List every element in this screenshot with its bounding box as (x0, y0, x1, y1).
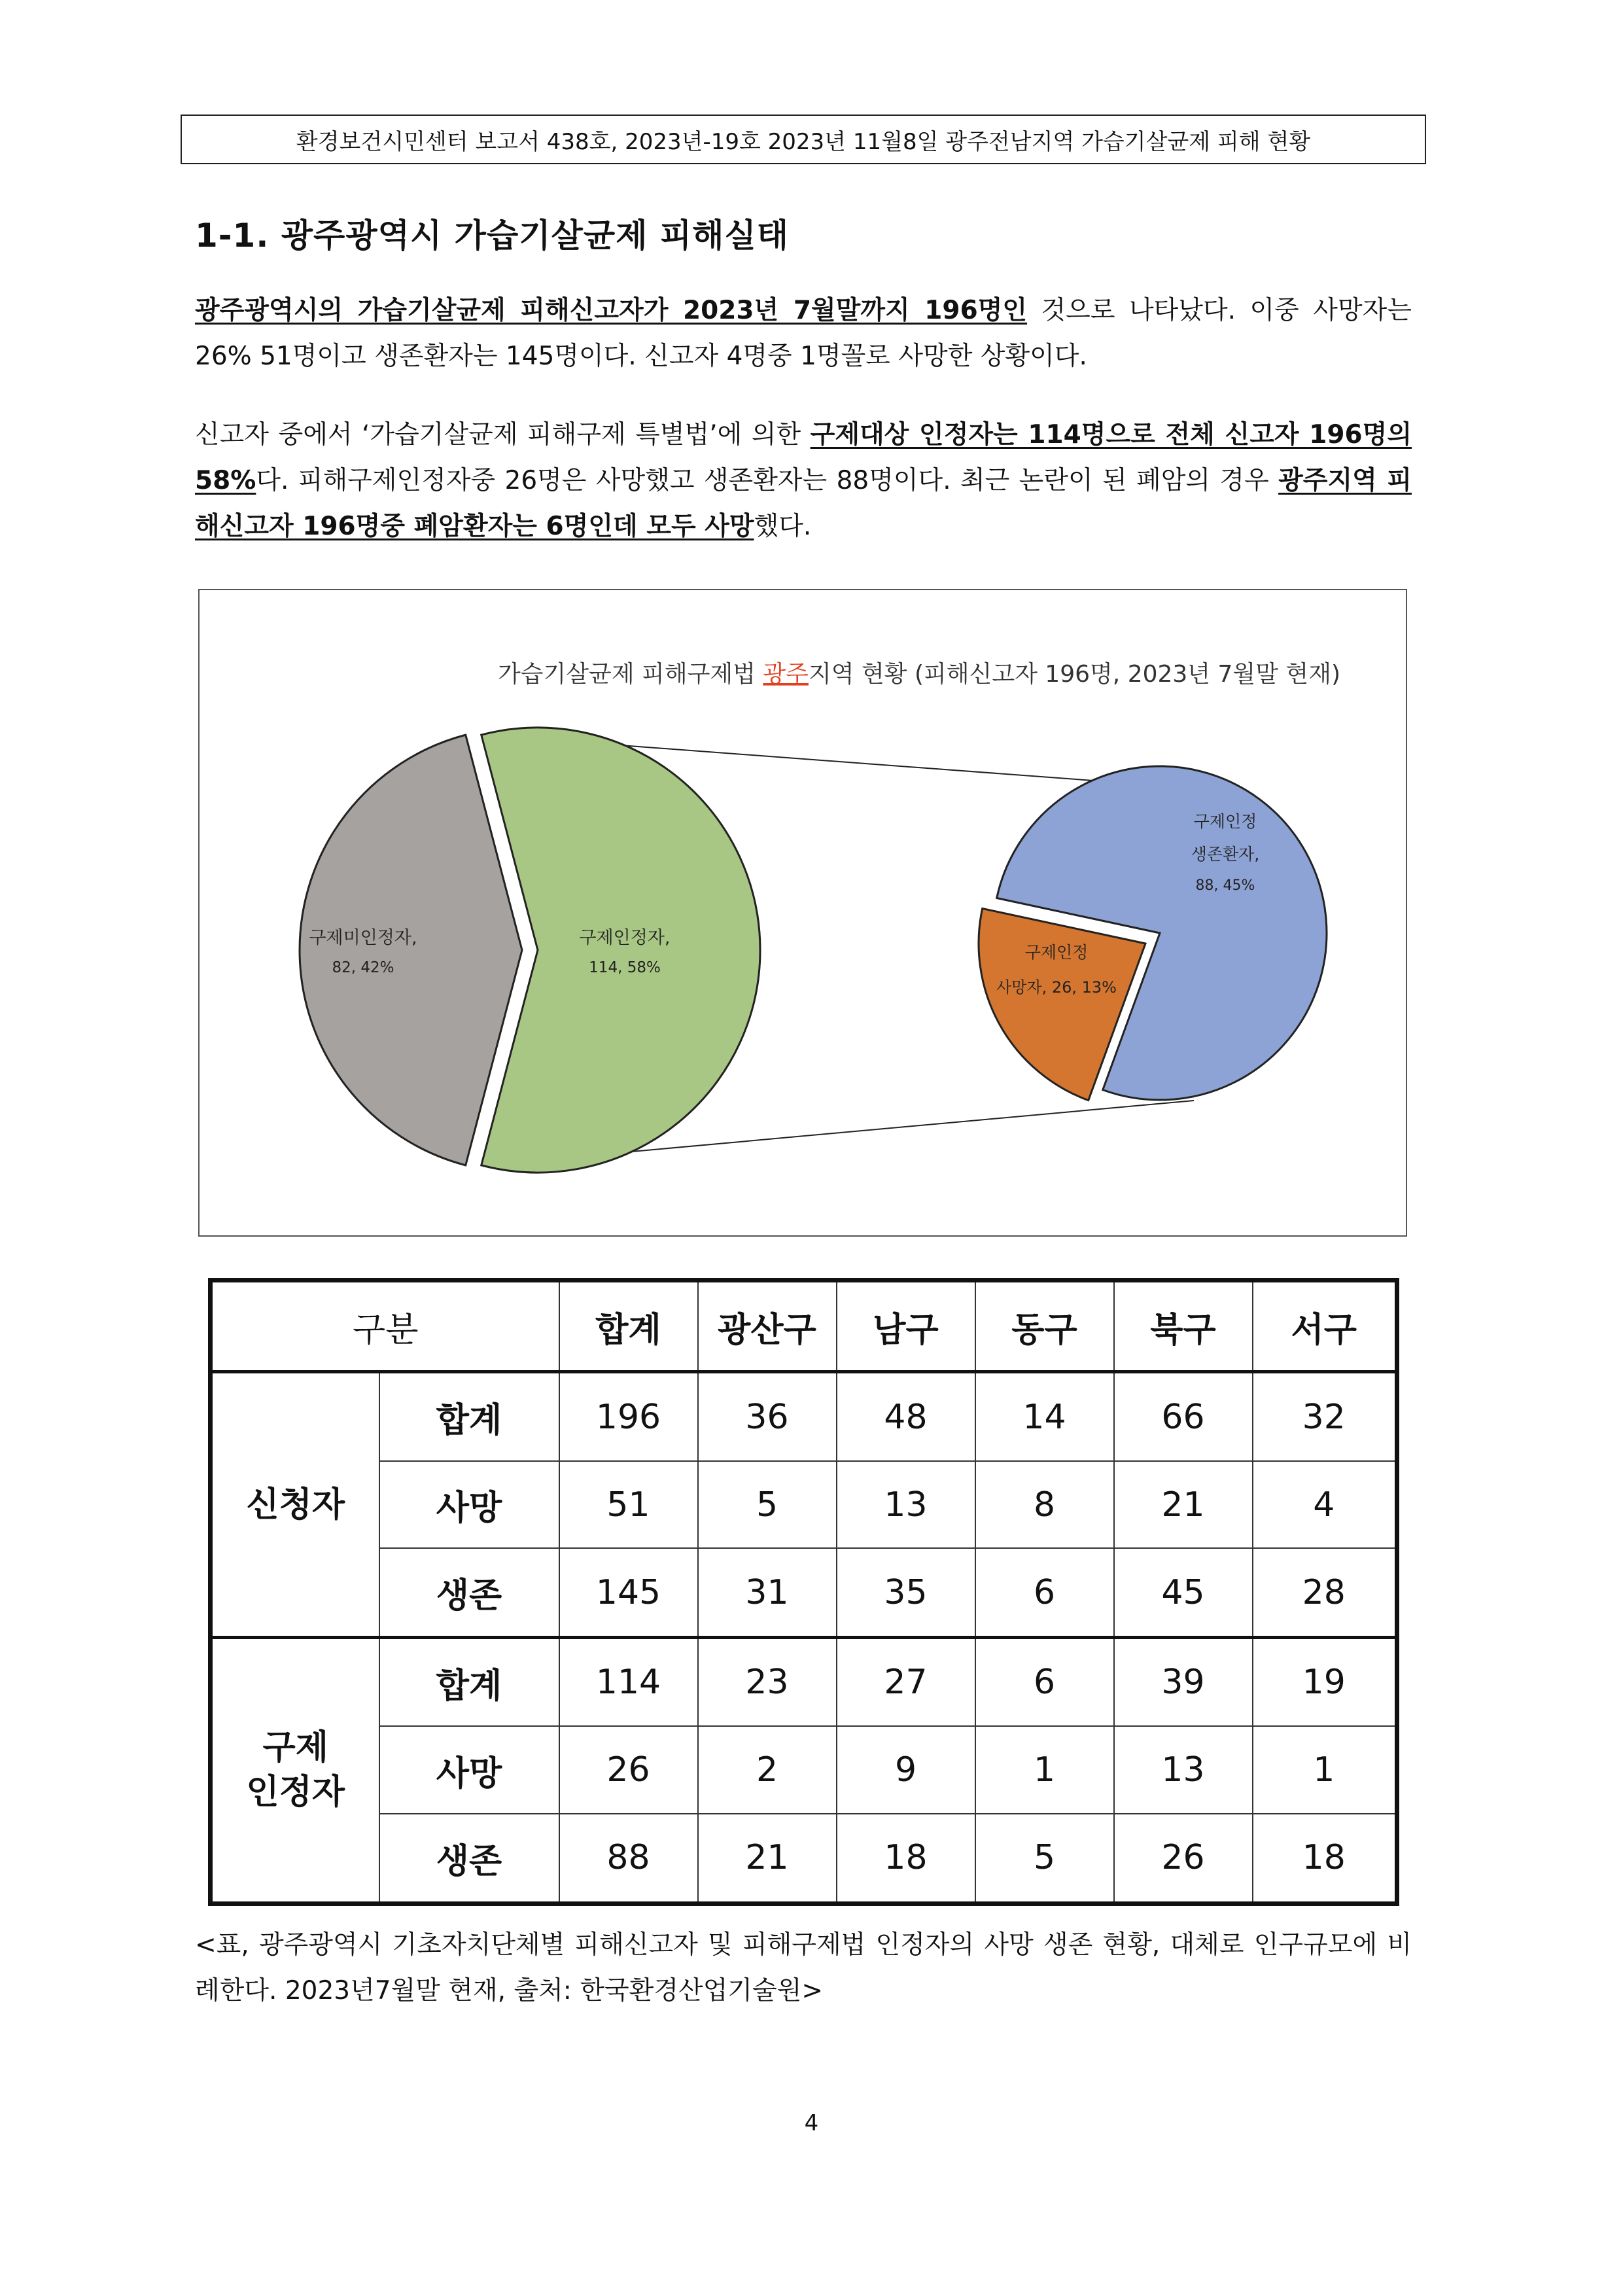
table-cell: 5 (975, 1814, 1114, 1904)
label-survivor-line3: 88, 45% (1195, 877, 1255, 894)
district-table (208, 1278, 1399, 1906)
table-cell: 88 (559, 1814, 698, 1904)
paragraph-2-text-a: 신고자 중에서 ‘가습기살균제 피해구제 특별법’에 의한 (195, 420, 811, 450)
pie-slice-unrecognized (300, 735, 522, 1165)
table-cell: 14 (975, 1372, 1114, 1461)
label-survivor-line1: 구제인정 (1193, 812, 1257, 831)
row-label: 합계 (379, 1372, 559, 1461)
chart-title-highlight: 광주 (763, 661, 809, 688)
label-unrecognized-line1: 구제미인정자, (309, 928, 417, 948)
table-caption: <표, 광주광역시 기초자치단체별 피해신고자 및 피해구제법 인정자의 사망 생존 현황, 대체로 인구규모에 비례한다. 2023년7월말 현재, 출처: 한국환경산업기술원> (195, 1930, 1412, 2005)
label-recognized-line2: 114, 58% (589, 959, 661, 976)
table-cell: 39 (1114, 1637, 1253, 1726)
table-header-row (211, 1280, 1397, 1372)
table-row (211, 1461, 1397, 1548)
table-corner: 구분 (211, 1280, 559, 1372)
section-heading: 1-1. 광주광역시 가습기살균제 피해실태 (195, 217, 790, 255)
report-header (181, 115, 1426, 164)
pie-slice-recognized (481, 728, 760, 1173)
label-recognized-line1: 구제인정자, (579, 928, 671, 948)
table-cell: 27 (837, 1637, 975, 1726)
chart-title-post: 지역 현황 (피해신고자 196명, 2023년 7월말 현재) (808, 661, 1341, 688)
table-cell: 21 (1114, 1461, 1253, 1548)
table-cell: 114 (559, 1637, 698, 1726)
table-cell: 26 (1114, 1814, 1253, 1904)
table-cell: 6 (975, 1548, 1114, 1637)
table-cell: 6 (975, 1637, 1114, 1726)
table-cell: 1 (1253, 1726, 1397, 1813)
table-row (211, 1637, 1397, 1726)
label-unrecognized-line2: 82, 42% (332, 959, 394, 976)
table-cell: 36 (698, 1372, 837, 1461)
table-cell: 48 (837, 1372, 975, 1461)
label-deceased-line1: 구제인정 (1024, 943, 1089, 962)
paragraph-2-emphasis-b: 광주지역 피해신고자 196명중 폐암환자는 6명인데 모두 사망 (195, 466, 1412, 541)
table-cell: 18 (837, 1814, 975, 1904)
table-cell: 145 (559, 1548, 698, 1637)
table-cell: 35 (837, 1548, 975, 1637)
table-cell: 13 (1114, 1726, 1253, 1813)
group-applicants-label: 신청자 (246, 1485, 345, 1525)
row-label: 사망 (379, 1726, 559, 1813)
table-cell: 23 (698, 1637, 837, 1726)
table-cell: 4 (1253, 1461, 1397, 1548)
paragraph-2-text-b: 다. 피해구제인정자중 26명은 사망했고 생존환자는 88명이다. 최근 논란이 된 폐암의 경우 (256, 466, 1279, 495)
table-cell: 18 (1253, 1814, 1397, 1904)
row-label: 생존 (379, 1548, 559, 1637)
table-cell: 9 (837, 1726, 975, 1813)
paragraph-2-text-c: 했다. (754, 512, 812, 541)
paragraph-1 (195, 288, 1412, 380)
page-number: 4 (804, 2110, 819, 2136)
report-header-text: 환경보건시민센터 보고서 438호, 2023년-19호 2023년 11월8일 광주전남지역 가습기살균제 피해 현황 (296, 128, 1311, 155)
paragraph-1-emphasis: 광주광역시의 가습기살균제 피해신고자가 2023년 7월말까지 196명인 (195, 296, 1028, 325)
paragraph-2-emphasis-a: 구제대상 인정자는 114명으로 전체 신고자 196명의 58% (195, 420, 1412, 495)
table-cell: 196 (559, 1372, 698, 1461)
sub-pie (979, 766, 1327, 1101)
col-header: 광산구 (698, 1280, 837, 1372)
label-deceased-line2: 사망자, 26, 13% (996, 978, 1117, 997)
main-pie (300, 728, 760, 1173)
col-header: 서구 (1253, 1280, 1397, 1372)
table-cell: 26 (559, 1726, 698, 1813)
group-recognized-line1: 구제 (262, 1728, 328, 1768)
table-cell: 66 (1114, 1372, 1253, 1461)
table-cell: 45 (1114, 1548, 1253, 1637)
label-survivor-line2: 생존환자, (1191, 845, 1260, 864)
group-recognized-line2: 인정자 (246, 1773, 345, 1812)
paragraph-1-text: 것으로 나타났다. 이중 사망자는 26% 51명이고 생존환자는 145명이다. 신고자 4명중 1명꼴로 사망한 상황이다. (195, 296, 1412, 371)
group-recognized (211, 1637, 379, 1903)
table-cell: 32 (1253, 1372, 1397, 1461)
group-applicants (211, 1372, 379, 1637)
paragraph-2 (195, 412, 1412, 550)
table-cell: 28 (1253, 1548, 1397, 1637)
table-row (211, 1814, 1397, 1904)
table-cell: 31 (698, 1548, 837, 1637)
col-header: 합계 (559, 1280, 698, 1372)
table-row (211, 1548, 1397, 1637)
table-cell: 13 (837, 1461, 975, 1548)
table-cell: 5 (698, 1461, 837, 1548)
col-header: 북구 (1114, 1280, 1253, 1372)
row-label: 생존 (379, 1814, 559, 1904)
table-cell: 21 (698, 1814, 837, 1904)
row-label: 합계 (379, 1637, 559, 1726)
chart-title (498, 661, 1340, 688)
table-row (211, 1372, 1397, 1461)
table-cell: 19 (1253, 1637, 1397, 1726)
table-cell: 1 (975, 1726, 1114, 1813)
col-header: 동구 (975, 1280, 1114, 1372)
row-label: 사망 (379, 1461, 559, 1548)
table-cell: 51 (559, 1461, 698, 1548)
table-row (211, 1726, 1397, 1813)
table-cell: 8 (975, 1461, 1114, 1548)
chart-title-pre: 가습기살균제 피해구제법 (497, 661, 763, 688)
table-cell: 2 (698, 1726, 837, 1813)
pie-of-pie-chart (200, 590, 1408, 1238)
col-header: 남구 (837, 1280, 975, 1372)
pie-chart-frame (198, 589, 1407, 1237)
